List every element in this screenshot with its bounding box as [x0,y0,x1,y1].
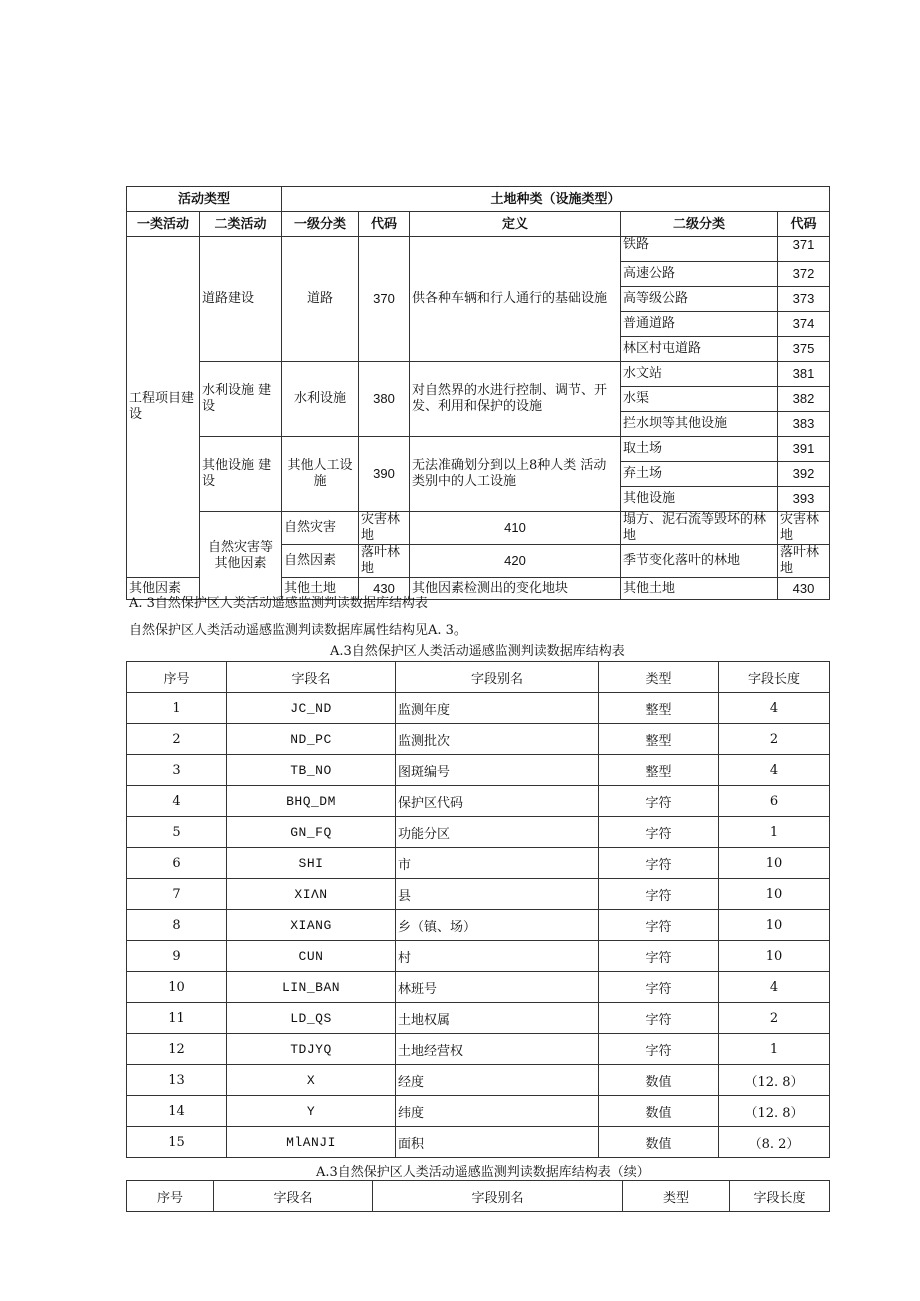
second-activity: 其他因素 [127,578,200,600]
cell-type: 整型 [599,693,719,724]
cell-field-length: （12. 8） [719,1065,830,1096]
cell-field-name: Y [227,1096,396,1127]
code-road: 370 [359,237,410,362]
cell-type: 字符 [599,1003,719,1034]
cell-field-alias: 乡（镇、场） [396,910,599,941]
cell-index: 12 [127,1034,227,1065]
cell-type: 字符 [599,941,719,972]
first-class: 其他土地 [282,578,359,600]
code-water: 380 [359,362,410,437]
cell-index: 5 [127,817,227,848]
cell-field-name: XIΛN [227,879,396,910]
sub-code: 393 [778,487,830,512]
sub-code: 372 [778,262,830,287]
cell-field-length: 10 [719,941,830,972]
sub-class: 普通道路 [621,312,778,337]
second-activity-road: 道路建设 [200,237,282,362]
table-row [127,1003,830,1034]
sub-class: 取土场 [621,437,778,462]
definition: 季节变化落叶的林地 [621,545,778,578]
header-definition: 定义 [410,212,621,237]
sub-class: 弃土场 [621,462,778,487]
cell-type: 字符 [599,786,719,817]
second-activity: 自然灾害 [282,512,359,545]
second-activity-other: 其他设施 建设 [200,437,282,512]
header-code: 代码 [359,212,410,237]
cell-field-alias: 纬度 [396,1096,599,1127]
table-caption: A.3自然保护区人类活动遥感监测判读数据库结构表（续） [316,1165,650,1180]
header-second-activity: 二类活动 [200,212,282,237]
cell-field-length: 2 [719,724,830,755]
cell-index: 8 [127,910,227,941]
table-row [127,693,830,724]
cell-type: 字符 [599,910,719,941]
header-type: 类型 [599,662,719,693]
cell-index: 9 [127,941,227,972]
sub-class: 铁路 [621,237,778,262]
cell-field-alias: 监测年度 [396,693,599,724]
header-field-length: 字段长度 [730,1181,830,1212]
body-paragraph: 自然保护区人类活动遥感监测判读数据库属性结构见A. 3。 [129,623,467,638]
cell-field-name: TDJYQ [227,1034,396,1065]
database-structure-table [126,661,830,1158]
cell-field-name: CUN [227,941,396,972]
cell-field-name: JC_ND [227,693,396,724]
cell-field-name: LD_QS [227,1003,396,1034]
header-first-activity: 一类活动 [127,212,200,237]
table-row [127,817,830,848]
header-second-class: 二级分类 [621,212,778,237]
header-index: 序号 [127,662,227,693]
table-caption: A.3自然保护区人类活动遥感监测判读数据库结构表 [330,644,625,659]
cell-index: 4 [127,786,227,817]
cell-index: 1 [127,693,227,724]
cell-type: 字符 [599,848,719,879]
cell-index: 10 [127,972,227,1003]
cell-index: 11 [127,1003,227,1034]
cell-type: 整型 [599,755,719,786]
sub-code: 374 [778,312,830,337]
cell-field-name: TB_NO [227,755,396,786]
cell-field-length: 6 [719,786,830,817]
sub-code: 382 [778,387,830,412]
first-activity-natural: 自然灾害等其他因素 [200,512,282,600]
table-row [127,786,830,817]
cell-type: 数值 [599,1096,719,1127]
cell-field-name: GN_FQ [227,817,396,848]
sub-class: 水文站 [621,362,778,387]
cell-field-name: XIANG [227,910,396,941]
first-activity-engineering: 工程项目建设 [127,237,200,578]
code: 410 [410,512,621,545]
header-first-class: 一级分类 [282,212,359,237]
cell-field-length: 4 [719,755,830,786]
sub-code: 371 [778,237,830,262]
header-field-alias: 字段别名 [396,662,599,693]
table-row [127,1065,830,1096]
header-field-length: 字段长度 [719,662,830,693]
definition: 其他因素检测出的变化地块 [410,578,621,600]
header-field-name: 字段名 [227,662,396,693]
table-row [127,972,830,1003]
table-row [127,910,830,941]
cell-type: 字符 [599,1034,719,1065]
second-activity-water: 水利设施 建设 [200,362,282,437]
header-field-name: 字段名 [214,1181,373,1212]
table-row [127,724,830,755]
sub-code: 391 [778,437,830,462]
sub-class: 林区村屯道路 [621,337,778,362]
definition: 塌方、泥石流等毁坏的林地 [621,512,778,545]
definition-other: 无法准确划分到以上8种人类 活动类别中的人工设施 [410,437,621,512]
second-activity: 自然因素 [282,545,359,578]
table-row [127,1034,830,1065]
sub-code: 373 [778,287,830,312]
sub-class: 其他设施 [621,487,778,512]
header-field-alias: 字段别名 [373,1181,623,1212]
cell-field-name: ND_PC [227,724,396,755]
cell-type: 字符 [599,879,719,910]
cell-field-name: X [227,1065,396,1096]
cell-type: 数值 [599,1127,719,1158]
cell-type: 字符 [599,817,719,848]
cell-field-alias: 土地经营权 [396,1034,599,1065]
definition-water: 对自然界的水进行控制、调节、开发、利用和保护的设施 [410,362,621,437]
cell-field-name: MlANJI [227,1127,396,1158]
cell-type: 数值 [599,1065,719,1096]
cell-index: 6 [127,848,227,879]
cell-field-alias: 监测批次 [396,724,599,755]
cell-field-alias: 市 [396,848,599,879]
first-class: 落叶林地 [359,545,410,578]
cell-type: 整型 [599,724,719,755]
cell-field-length: （12. 8） [719,1096,830,1127]
header-index: 序号 [127,1181,214,1212]
database-structure-table-continued [126,1180,830,1212]
cell-field-alias: 保护区代码 [396,786,599,817]
cell-field-length: （8. 2） [719,1127,830,1158]
cell-field-alias: 经度 [396,1065,599,1096]
header-type: 类型 [623,1181,730,1212]
cell-field-length: 4 [719,972,830,1003]
table-row [127,879,830,910]
cell-field-length: 1 [719,1034,830,1065]
cell-field-alias: 功能分区 [396,817,599,848]
sub-code: 392 [778,462,830,487]
table-row [127,1096,830,1127]
header-code-2: 代码 [778,212,830,237]
cell-field-length: 4 [719,693,830,724]
header-activity-type: 活动类型 [127,187,282,212]
cell-index: 14 [127,1096,227,1127]
land-type-classification-table [126,186,830,600]
code-other: 390 [359,437,410,512]
sub-class: 其他土地 [621,578,778,600]
sub-class: 高等级公路 [621,287,778,312]
cell-index: 3 [127,755,227,786]
cell-type: 字符 [599,972,719,1003]
cell-field-length: 10 [719,910,830,941]
sub-class: 拦水坝等其他设施 [621,412,778,437]
cell-index: 7 [127,879,227,910]
sub-class: 高速公路 [621,262,778,287]
sub-code: 383 [778,412,830,437]
cell-field-alias: 面积 [396,1127,599,1158]
cell-field-name: LIN_BAN [227,972,396,1003]
cell-field-alias: 林班号 [396,972,599,1003]
cell-field-alias: 图斑编号 [396,755,599,786]
first-class-water: 水利设施 [282,362,359,437]
cell-field-name: SHI [227,848,396,879]
table-row [127,755,830,786]
cell-field-name: BHQ_DM [227,786,396,817]
cell-field-length: 1 [719,817,830,848]
sub-code: 381 [778,362,830,387]
cell-field-alias: 村 [396,941,599,972]
header-land-type: 土地种类（设施类型） [282,187,830,212]
cell-field-length: 10 [719,879,830,910]
first-class-road: 道路 [282,237,359,362]
first-class-other: 其他人工设施 [282,437,359,512]
table-row [127,1127,830,1158]
table-row [127,848,830,879]
cell-field-alias: 县 [396,879,599,910]
cell-field-alias: 土地权属 [396,1003,599,1034]
table-caption: A. 3自然保护区人类活动遥感监测判读数据库结构表 [129,596,428,611]
cell-index: 15 [127,1127,227,1158]
cell-field-length: 10 [719,848,830,879]
cell-index: 13 [127,1065,227,1096]
first-class: 灾害林地 [359,512,410,545]
sub-code: 375 [778,337,830,362]
code: 420 [410,545,621,578]
sub-code: 430 [778,578,830,600]
sub-class: 灾害林地 [778,512,830,545]
sub-class: 水渠 [621,387,778,412]
definition-road: 供各种车辆和行人通行的基础设施 [410,237,621,362]
table-row [127,941,830,972]
cell-index: 2 [127,724,227,755]
sub-class: 落叶林地 [778,545,830,578]
cell-field-length: 2 [719,1003,830,1034]
code: 430 [359,578,410,600]
